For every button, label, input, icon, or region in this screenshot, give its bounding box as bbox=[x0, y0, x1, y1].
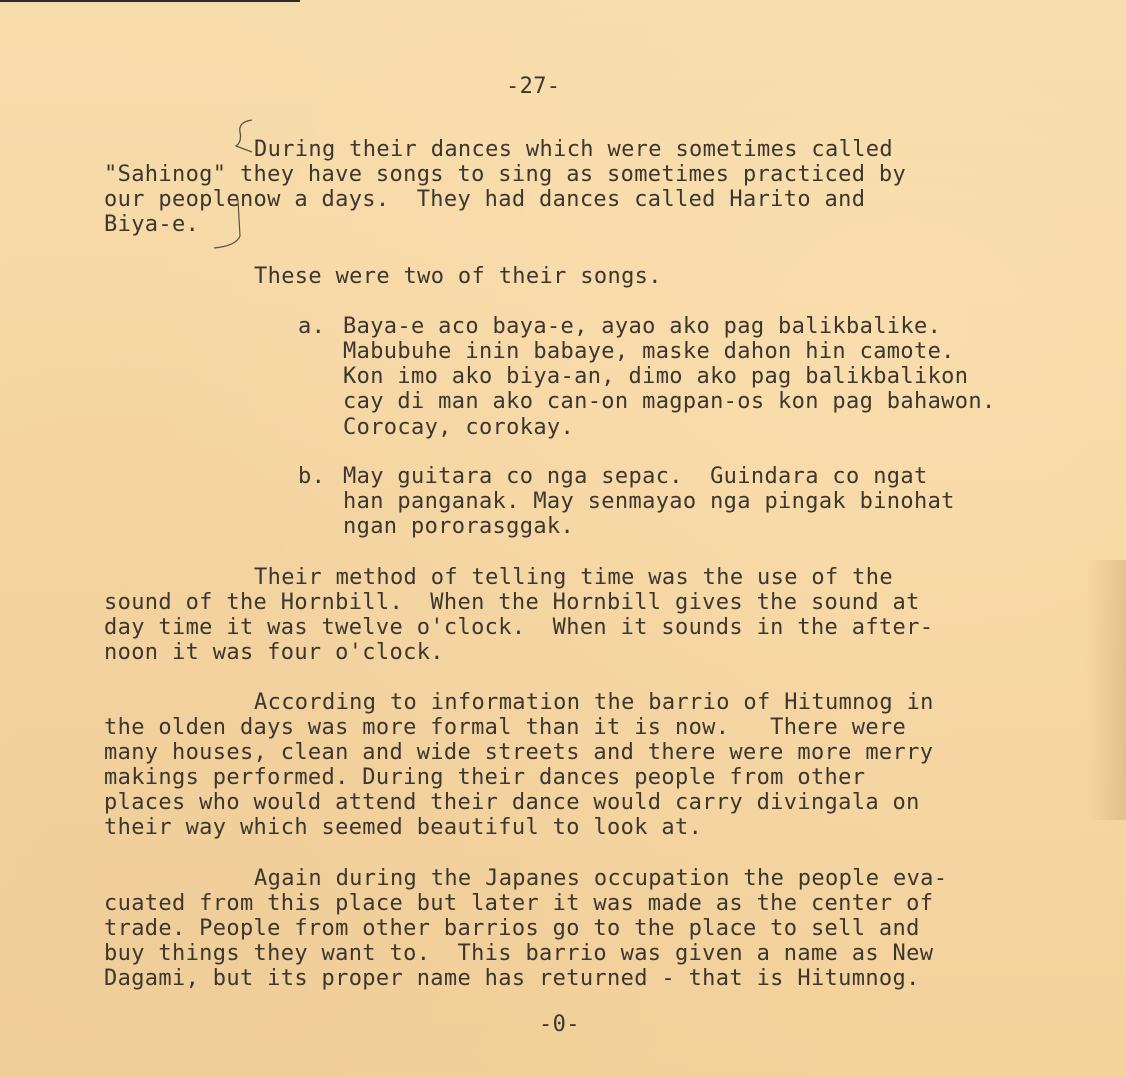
song-a-line: cay di man ako can-on magpan-os kon pag bahawon. bbox=[343, 389, 996, 414]
page-number: -27- bbox=[506, 74, 561, 99]
paragraph-3-line: day time it was twelve o'clock. When it sounds in the after- bbox=[104, 615, 934, 640]
song-a-line: Kon imo ako biya-an, dimo ako pag balikbalikon bbox=[343, 364, 969, 389]
paragraph-5-line: Dagami, but its proper name has returned - that is Hitumnog. bbox=[104, 966, 920, 991]
top-edge-line bbox=[0, 0, 300, 2]
paragraph-1-line: "Sahinog" they have songs to sing as sometimes practiced by bbox=[104, 162, 907, 187]
paragraph-4-line: places who would attend their dance would carry divingala on bbox=[104, 790, 920, 815]
paragraph-4-line: the olden days was more formal than it is now. There were bbox=[104, 715, 907, 740]
paragraph-5-line: buy things they want to. This barrio was given a name as New bbox=[104, 941, 934, 966]
paragraph-1-line: Biya-e. bbox=[104, 212, 200, 237]
song-a-line: Mabubuhe inin babaye, maske dahon hin camote. bbox=[343, 339, 955, 364]
song-a-line: Corocay, corokay. bbox=[343, 415, 575, 440]
end-mark: -0- bbox=[539, 1012, 580, 1037]
paragraph-3-line: Their method of telling time was the use of the bbox=[254, 565, 893, 590]
paper-fold-shadow bbox=[1086, 560, 1126, 820]
paragraph-4-line: According to information the barrio of Hitumnog in bbox=[254, 690, 934, 715]
song-b-marker: b. bbox=[298, 464, 326, 489]
paragraph-3-line: noon it was four o'clock. bbox=[104, 640, 444, 665]
paragraph-1-line: During their dances which were sometimes called bbox=[254, 137, 893, 162]
paragraph-5-line: cuated from this place but later it was made as the center of bbox=[104, 891, 934, 916]
song-b-line: May guitara co nga sepac. Guindara co ngat bbox=[343, 464, 928, 489]
paragraph-1-line: our peoplenow a days. They had dances called Harito and bbox=[104, 187, 866, 212]
paragraph-5-line: trade. People from other barrios go to the place to sell and bbox=[104, 916, 920, 941]
song-a-line: Baya-e aco baya-e, ayao ako pag balikbalike. bbox=[343, 314, 942, 339]
paragraph-5-line: Again during the Japanes occupation the people eva- bbox=[254, 866, 948, 891]
paragraph-4-line: makings performed. During their dances people from other bbox=[104, 765, 866, 790]
song-b-line: ngan pororasggak. bbox=[343, 514, 575, 539]
paragraph-4-line: their way which seemed beautiful to look at. bbox=[104, 815, 703, 840]
song-a-marker: a. bbox=[298, 314, 326, 339]
song-b-line: han panganak. May senmayao nga pingak binohat bbox=[343, 489, 955, 514]
paragraph-2: These were two of their songs. bbox=[254, 264, 662, 289]
paragraph-4-line: many houses, clean and wide streets and there were more merry bbox=[104, 740, 934, 765]
paragraph-3-line: sound of the Hornbill. When the Hornbill gives the sound at bbox=[104, 590, 920, 615]
